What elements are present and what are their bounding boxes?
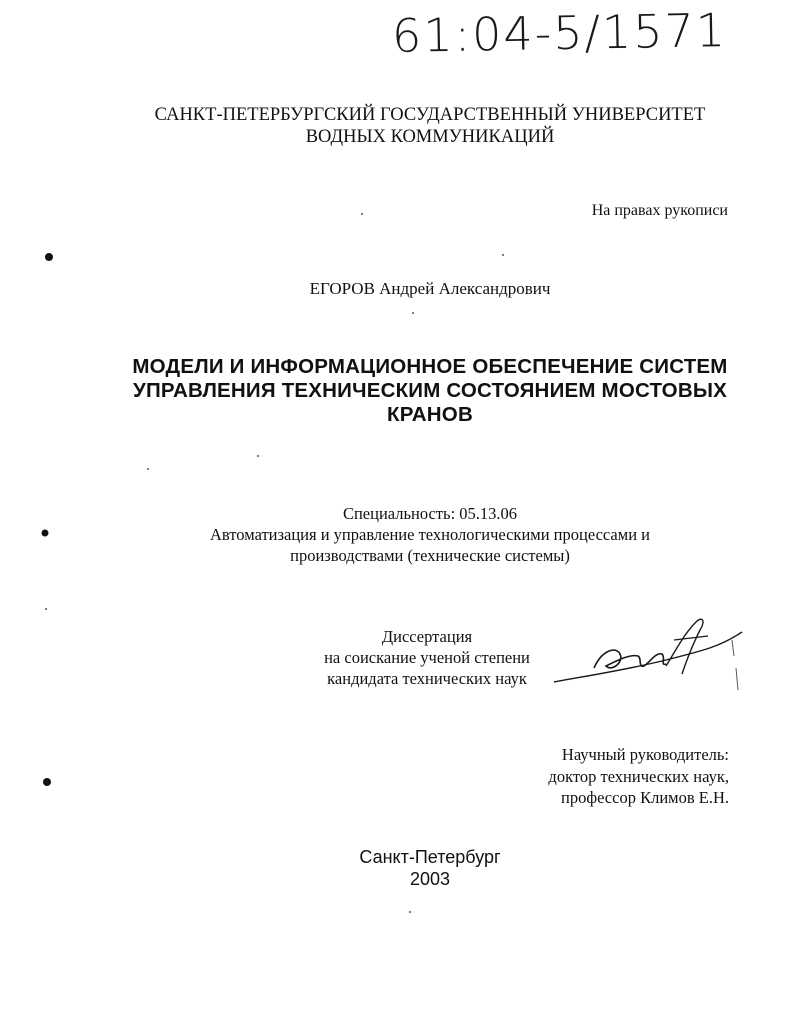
author-name: ЕГОРОВ Андрей Александрович (309, 279, 551, 298)
degree-block (287, 626, 567, 689)
dissertation-title (80, 355, 780, 427)
title-line-1: МОДЕЛИ И ИНФОРМАЦИОННОЕ ОБЕСПЕЧЕНИЕ СИСТЕМ (132, 355, 728, 378)
specialty-name-line-2: производствами (технические системы) (290, 546, 570, 565)
hole-punch-mark (45, 253, 53, 261)
degree-line-2: на соискание ученой степени (324, 648, 530, 667)
scan-speck (502, 254, 504, 256)
supervisor-line-2: доктор технических наук, (548, 766, 729, 786)
author-signature (546, 610, 756, 705)
university-name (80, 104, 780, 148)
specialty-code: Специальность: 05.13.06 (342, 504, 518, 523)
scan-speck (409, 911, 411, 913)
university-line-2: ВОДНЫХ КОММУНИКАЦИЙ (305, 127, 555, 147)
scan-speck (361, 213, 363, 215)
specialty-block (80, 503, 780, 566)
manuscript-rights-note: На правах рукописи (591, 202, 728, 219)
supervisor-line-3: профессор Климов Е.Н. (561, 788, 729, 807)
scan-speck (45, 608, 47, 610)
city-year-block (200, 846, 660, 890)
handwritten-archive-number: 61:04-5/1571 (391, 3, 728, 63)
scan-speck (147, 468, 149, 470)
title-line-3: КРАНОВ (387, 403, 473, 426)
scan-speck (412, 312, 414, 314)
supervisor-line-1: Научный руководитель: (561, 745, 729, 764)
city-name: Санкт-Петербург (359, 847, 501, 867)
specialty-name-line-1: Автоматизация и управление технологическими процессами и (210, 525, 650, 544)
hole-punch-mark (43, 778, 51, 786)
degree-line-3: кандидата технических наук (327, 669, 527, 688)
hole-punch-mark (42, 530, 49, 537)
degree-line-1: Диссертация (381, 627, 473, 646)
scan-speck (257, 455, 259, 457)
year: 2003 (409, 869, 451, 889)
university-line-1: САНКТ-ПЕТЕРБУРГСКИЙ ГОСУДАРСТВЕННЫЙ УНИВЕРСИТЕТ (154, 105, 706, 125)
supervisor-block (548, 744, 729, 809)
title-line-2: УПРАВЛЕНИЯ ТЕХНИЧЕСКИМ СОСТОЯНИЕМ МОСТОВЫХ (133, 379, 727, 402)
